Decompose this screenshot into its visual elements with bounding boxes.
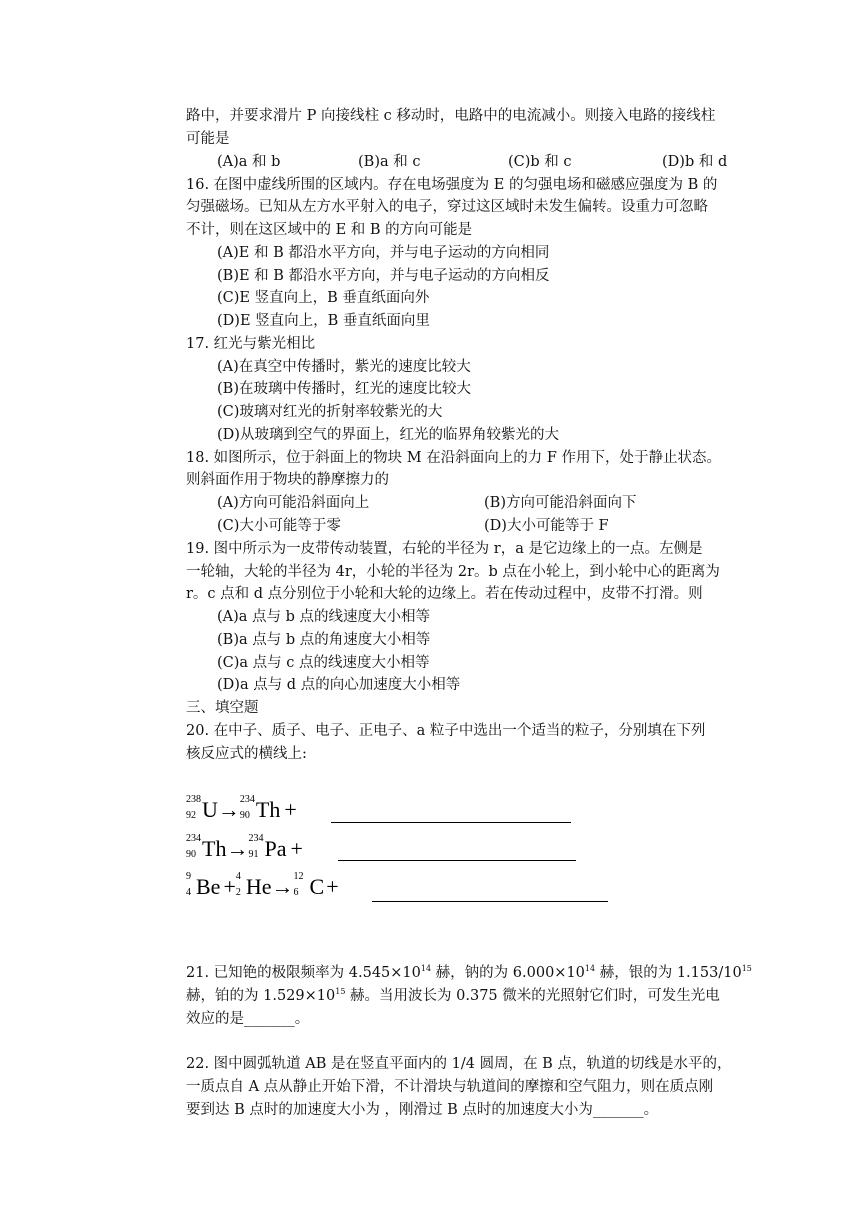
- q16-line-1: 16. 在图中虚线所围的区域内。存在电场强度为 E 的匀强电场和磁感应强度为 B 的: [186, 177, 718, 193]
- q18-option-b: (B)方向可能沿斜面向下: [484, 495, 637, 511]
- q18-line-2: 则斜面作用于物块的静摩擦力的: [186, 472, 389, 488]
- q16-option-b: (B)E 和 B 都沿水平方向，并与电子运动的方向相反: [217, 268, 550, 284]
- q15-option-a: (A)a 和 b: [217, 154, 281, 170]
- q15-line-2: 可能是: [186, 131, 230, 147]
- q15-line-1: 路中，并要求滑片 P 向接线柱 c 移动时，电路中的电流减小。则接入电路的接线柱: [186, 108, 716, 124]
- q17-option-d: (D)从玻璃到空气的界面上，红光的临界角较紫光的大: [217, 427, 559, 443]
- q20-line-2: 核反应式的横线上:: [186, 746, 307, 762]
- q18-option-d: (D)大小可能等于 F: [484, 518, 609, 534]
- q19-line-1: 19. 图中所示为一皮带传动装置，右轮的半径为 r，a 是它边缘上的一点。左侧是: [186, 541, 703, 557]
- nuclide-uranium: 238 92 U: [186, 794, 218, 822]
- q16-option-a: (A)E 和 B 都沿水平方向，并与电子运动的方向相同: [217, 245, 550, 261]
- q18-option-c: (C)大小可能等于零: [217, 518, 341, 534]
- q15-option-c: (C)b 和 c: [508, 154, 572, 170]
- nuclide-carbon: 12 6 C: [293, 871, 325, 899]
- q16-option-c: (C)E 竖直向上，B 垂直纸面向外: [217, 290, 430, 306]
- q21-line-2: 赫，铂的为 $1.529\times 10^{15}$ 赫。当用波长为 0.375 微米的光照射它们时，可发生光电: [186, 987, 720, 1004]
- arrow-icon: →: [226, 836, 249, 861]
- nuclear-equation-1: [186, 793, 626, 829]
- q15-option-b: (B)a 和 c: [358, 154, 421, 170]
- q19-option-d: (D)a 点与 d 点的向心加速度大小相等: [217, 677, 461, 693]
- q17-line-1: 17. 红光与紫光相比: [186, 336, 316, 352]
- plus-sign: +: [290, 836, 303, 861]
- q21-line-3: 效应的是_______。: [186, 1011, 310, 1027]
- nuclear-equation-2: [186, 832, 626, 868]
- plus-sign: +: [284, 797, 297, 822]
- q17-option-a: (A)在真空中传播时，紫光的速度比较大: [217, 359, 471, 375]
- q22-line-3: 要到达 B 点时的加速度大小为 ，刚滑过 B 点时的加速度大小为_______。: [186, 1102, 659, 1118]
- nuclide-protactinium: 234 91 Pa: [248, 833, 287, 861]
- section-heading-fill-in: 三、填空题: [186, 700, 259, 716]
- q19-option-b: (B)a 点与 b 点的角速度大小相等: [217, 632, 431, 648]
- q22-line-2: 一质点自 A 点从静止开始下滑，不计滑块与轨道间的摩擦和空气阻力，则在质点刚: [186, 1079, 714, 1095]
- arrow-icon: →: [271, 874, 294, 899]
- q16-line-2: 匀强磁场。已知从左方水平射入的电子，穿过这区域时未发生偏转。设重力可忽略: [186, 199, 708, 215]
- q16-line-3: 不计，则在这区域中的 E 和 B 的方向可能是: [186, 222, 473, 238]
- nuclide-helium: 4 2 He: [235, 871, 272, 899]
- nuclide-beryllium: 9 4 Be: [186, 871, 221, 899]
- q18-option-a: (A)方向可能沿斜面向上: [217, 495, 370, 511]
- q21-line-1: 21. 已知铯的极限频率为 $4.545\times 10^{14}$ 赫，钠的为 $6.000\times 10^{14}$ 赫，银的为 $1.153/10^{15}$: [186, 964, 752, 981]
- answer-blank-3[interactable]: [372, 901, 608, 902]
- q18-line-1: 18. 如图所示，位于斜面上的物块 M 在沿斜面向上的力 F 作用下，处于静止状态。: [186, 450, 722, 466]
- q15-option-d: (D)b 和 d: [662, 154, 728, 170]
- q17-option-c: (C)玻璃对红光的折射率较紫光的大: [217, 404, 443, 420]
- nuclide-thorium: 234 90 Th: [239, 794, 281, 822]
- arrow-icon: →: [217, 797, 240, 822]
- q22-line-1: 22. 图中圆弧轨道 AB 是在竖直平面内的 1/4 圆周，在 B 点，轨道的切线是水平的，: [186, 1056, 732, 1072]
- plus-sign: +: [223, 874, 236, 899]
- q19-option-a: (A)a 点与 b 点的线速度大小相等: [217, 609, 431, 625]
- nuclide-thorium: 234 90 Th: [186, 833, 227, 861]
- q16-option-d: (D)E 竖直向上，B 垂直纸面向里: [217, 313, 430, 329]
- answer-blank-1[interactable]: [331, 822, 571, 823]
- q20-line-1: 20. 在中子、质子、电子、正电子、a 粒子中选出一个适当的粒子，分别填在下列: [186, 723, 706, 739]
- q19-line-3: r。c 点和 d 点分别位于小轮和大轮的边缘上。若在传动过程中，皮带不打滑。则: [186, 586, 703, 602]
- q19-option-c: (C)a 点与 c 点的线速度大小相等: [217, 655, 430, 671]
- q19-line-2: 一轮轴，大轮的半径为 4r，小轮的半径为 2r。b 点在小轮上，到小轮中心的距离为: [186, 564, 720, 580]
- plus-sign: +: [326, 874, 339, 899]
- nuclear-equation-3: [186, 870, 626, 906]
- answer-blank-2[interactable]: [338, 860, 576, 861]
- q17-option-b: (B)在玻璃中传播时，红光的速度比较大: [217, 381, 471, 397]
